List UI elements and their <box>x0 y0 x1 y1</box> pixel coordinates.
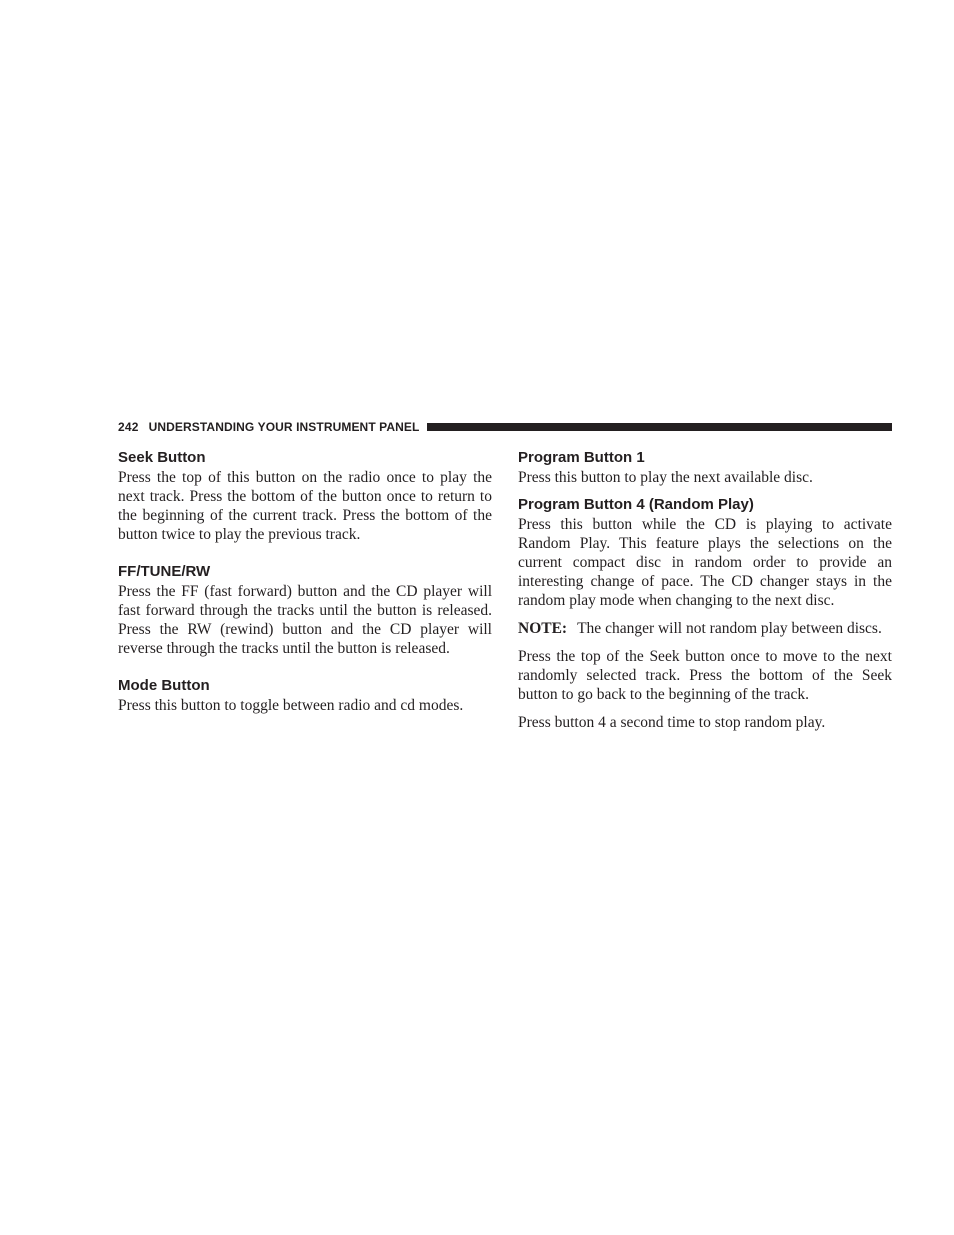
program-button-1-text: Press this button to play the next available disc. <box>518 469 813 486</box>
header-rule <box>427 423 892 431</box>
right-column <box>518 448 892 740</box>
program-button-4-heading: Program Button 4 (Random Play) <box>518 496 754 513</box>
ff-tune-rw-text: Press the FF (fast forward) button and the CD player will fast forward through the tracks until the button is released. Press the RW (rewind) button and the CD player will reverse through the tracks until the button is released. <box>118 583 492 657</box>
page-number: 242 <box>118 420 139 434</box>
mode-button-text: Press this button to toggle between radio and cd modes. <box>118 697 464 714</box>
note-text: The changer will not random play between discs. <box>577 620 882 637</box>
section-title: UNDERSTANDING YOUR INSTRUMENT PANEL <box>148 420 420 434</box>
page-header <box>118 419 892 435</box>
ff-tune-rw-heading: FF/TUNE/RW <box>118 563 211 580</box>
mode-button-heading: Mode Button <box>118 677 210 694</box>
note-paragraph <box>518 619 892 638</box>
program-button-1-heading: Program Button 1 <box>518 449 645 466</box>
seek-random-text: Press the top of the Seek button once to move to the next randomly selected track. Press the bottom of the Seek button to go back to the beginning of the track. <box>518 648 892 703</box>
seek-button-heading: Seek Button <box>118 449 206 466</box>
program-button-4-text: Press this button while the CD is playing to activate Random Play. This feature plays the selections on the current compact disc in random order to provide an interesting change of pace. The CD changer stays in the random play mode when changing to the next disc. <box>518 516 892 609</box>
left-column <box>118 448 492 723</box>
seek-button-text: Press the top of this button on the radio once to play the next track. Press the bottom of the button once to return to the beginning of the current track. Press the bottom of the button twice to play the previous track. <box>118 469 492 543</box>
stop-random-text: Press button 4 a second time to stop random play. <box>518 714 826 731</box>
note-label: NOTE: <box>518 620 568 637</box>
